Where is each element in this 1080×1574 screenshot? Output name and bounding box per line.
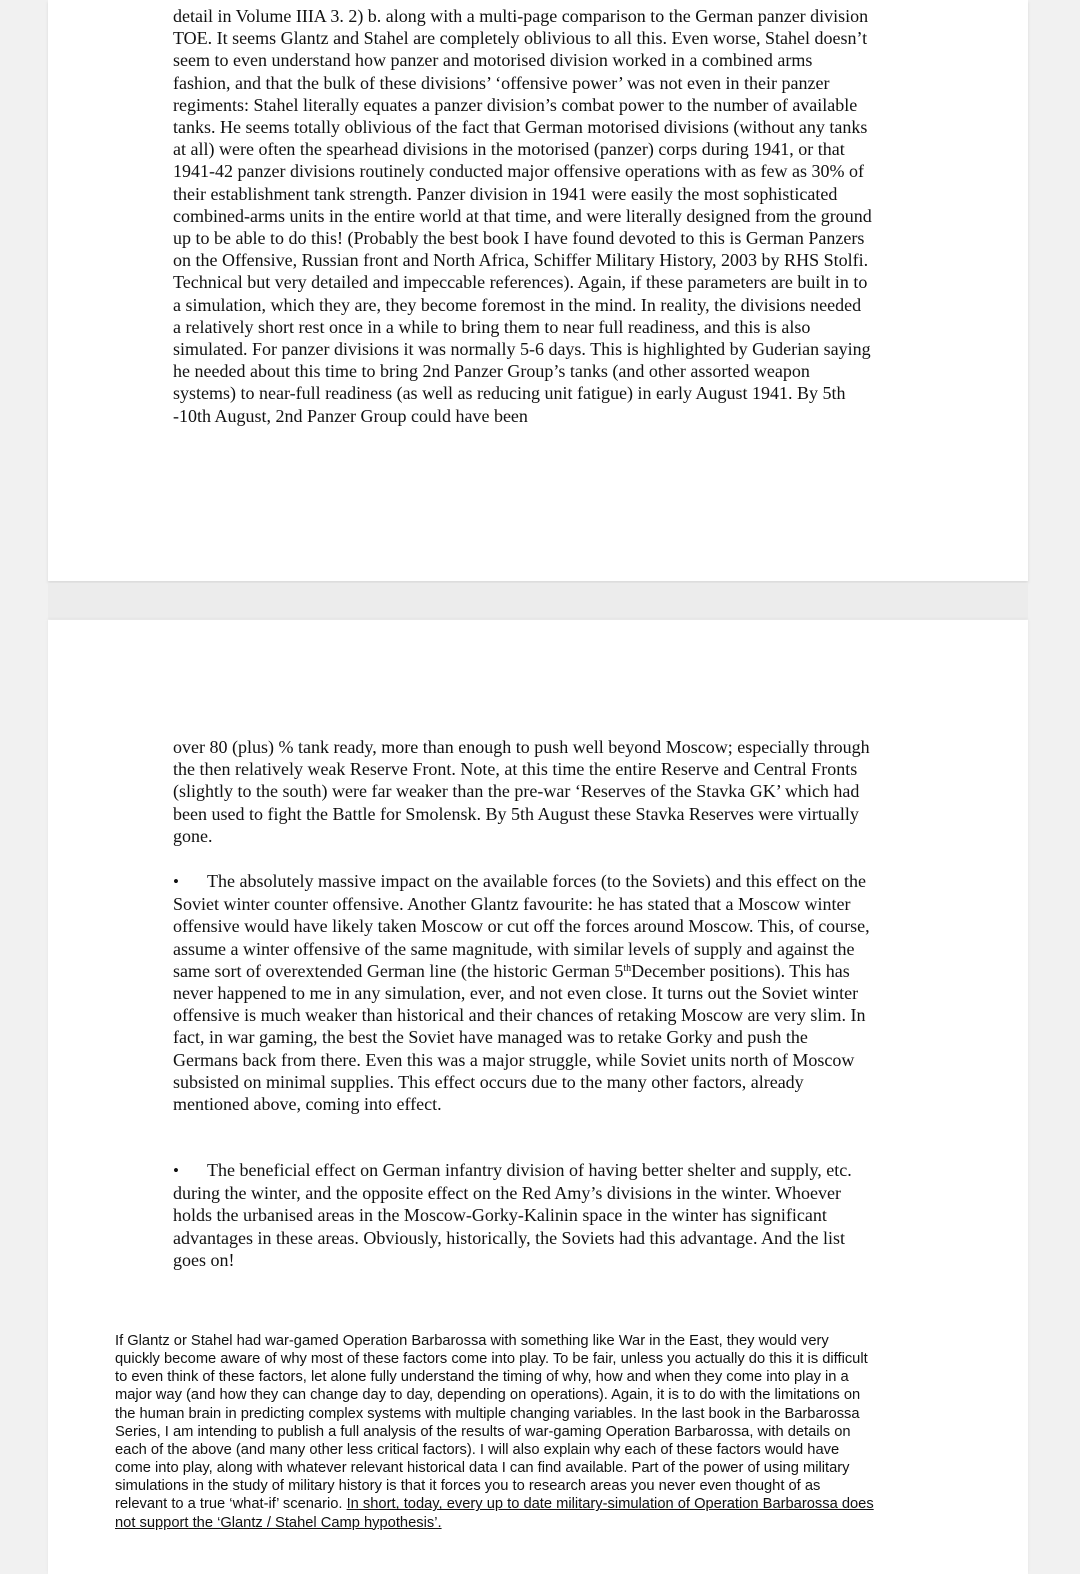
- closing-paragraph: [115, 1332, 875, 1532]
- bullet-text: The absolutely massive impact on the available forces (to the Soviets) and this effect on the Soviet winter counter offensive. Another Glantz favourite: he has stated that a Moscow winter offensive would have likely taken Moscow or cut off the forces around Moscow. This, of course, assume a winter offensive of the same magnitude, with similar levels of supply and against the same sort of overextended German line (the historic German 5: [173, 871, 870, 981]
- bullet-text: The beneficial effect on German infantry division of having better shelter and supply, etc. during the winter, and the opposite effect on the Red Amy’s divisions in the winter. Whoever holds the urbanised areas in the Moscow-Gorky-Kalinin space in the winter has significant advantages in these areas. Obviously, historically, the Soviets had this advantage. And the list goes on!: [173, 1160, 852, 1270]
- page-separator: [48, 583, 1028, 619]
- underlined-conclusion: In short, today, every up to date military-simulation of Operation Barbarossa does not support the ‘Glantz / Stahel Camp hypothesis’.: [115, 1496, 874, 1531]
- bullet-item-winter-shelter: [173, 1159, 873, 1271]
- superscript-ordinal: th: [623, 962, 632, 974]
- bullet-text-continued: December positions). This has never happened to me in any simulation, ever, and not even close. It turns out the Soviet winter offensive is much weaker than historical and their chances of retaking Moscow are very slim. In fact, in war gaming, the best the Soviet have managed was to retake Gorky and push the Germans back from there. Even this was a major struggle, while Soviet units north of Moscow subsisted on minimal supplies. This effect occurs due to the many other factors, already mentioned above, coming into effect.: [173, 960, 866, 1115]
- bullet-icon: •: [173, 872, 179, 891]
- paragraph-continuation: [173, 736, 873, 847]
- closing-text: If Glantz or Stahel had war-gamed Operation Barbarossa with something like War in the East, they would very quickly become aware of why most of these factors come into play. To be fair, unless you actually do this it is difficult to even think of these factors, let alone fully understand the timing of why, how and when they come into play in a major way (and how they can change day to day, depending on operations). Again, it is to do with the limitations on the human brain in predicting complex systems with multiple changing variables. In the last book in the Barbarossa Series, I am intending to publish a full analysis of the results of war-gaming Operation Barbarossa, with details on each of the above (and many other less critical factors). I will also explain why each of these factors would have come into play, along with whatever relevant historical data I can find available. Part of the power of using military simulations in the study of military history is that it forces you to research areas you never even thought of as relevant to a true ‘what-if’ scenario.: [115, 1333, 868, 1513]
- paragraph-text: detail in Volume IIIA 3. 2) b. along with a multi-page comparison to the German panzer division TOE. It seems Glantz and Stahel are completely oblivious to all this. Even worse, Stahel doesn’t seem to even understand how panzer and motorised division worked in a combined arms fashion, and that the bulk of these divisions’ ‘offensive power’ was not even in their panzer regiments: Stahel literally equates a panzer division’s combat power to the number of available tanks. He seems totally oblivious of the fact that German motorised divisions (without any tanks at all) were often the spearhead divisions in the motorised (panzer) corps during 1941, or that 1941-42 panzer divisions routinely conducted major offensive operations with as few as 30% of their establishment tank strength. Panzer division in 1941 were easily the most sophisticated combined-arms units in the entire world at that time, and were literally designed from the ground up to be able to do this! (Probably the best book I have found devoted to this is German Panzers on the Offensive, Russian front and North Africa, Schiffer Military History, 2003 by RHS Stolfi. Technical but very detailed and impeccable references). Again, if these parameters are built in to a simulation, which they are, they become foremost in the mind. In reality, the divisions needed a relatively short rest once in a while to bring them to near full readiness, and this is also simulated. For panzer divisions it was normally 5-6 days. This is highlighted by Guderian saying he needed about this time to bring 2nd Panzer Group’s tanks (and other assorted weapon systems) to near-full readiness (as well as reducing unit fatigue) in early August 1941. By 5th -10th August, 2nd Panzer Group could have been: [173, 6, 872, 426]
- bullet-icon: •: [173, 1161, 179, 1180]
- body-paragraph-continued: [173, 5, 873, 427]
- bullet-item-soviet-offensive: [173, 870, 873, 1115]
- paragraph-text: over 80 (plus) % tank ready, more than enough to push well beyond Moscow; especially through the then relatively weak Reserve Front. Note, at this time the entire Reserve and Central Fronts (slightly to the south) were far weaker than the pre-war ‘Reserves of the Stavka GK’ which had been used to fight the Battle for Smolensk. By 5th August these Stavka Reserves were virtually gone.: [173, 737, 870, 846]
